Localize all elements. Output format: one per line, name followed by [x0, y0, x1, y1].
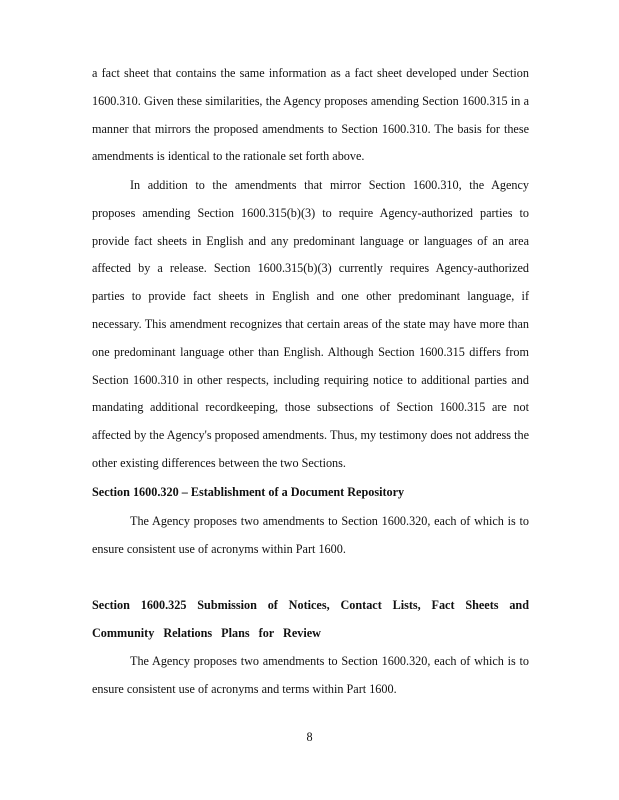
paragraph-1600-320-amendments: The Agency proposes two amendments to Section 1600.320, each of which is to ensure consistent use of acronyms within Part 1600.: [92, 514, 529, 556]
section-heading-1600-320: Section 1600.320 – Establishment of a Document Repository: [92, 485, 405, 499]
paragraph-1600-325-amendments: The Agency proposes two amendments to Section 1600.320, each of which is to ensure consistent use of acronyms and terms within Part 1600.: [92, 654, 529, 696]
page-number: 8: [306, 730, 313, 744]
paragraph-continuation: a fact sheet that contains the same information as a fact sheet developed under Section 1600.310. Given these similarities, the Agency proposes amending Section 1600.315 in a manner that mirrors the proposed amendments to Section 1600.310. The basis for these amendments is identical to the rationale set forth above.: [92, 66, 529, 164]
section-heading-1600-325: Section 1600.325 Submission of Notices, Contact Lists, Fact Sheets and Community Relations Plans for Review: [92, 598, 529, 640]
paragraph-additional-amendments: In addition to the amendments that mirror Section 1600.310, the Agency proposes amending Section 1600.315(b)(3) to require Agency-authorized parties to provide fact sheets in English and any predominant language or languages of an area affected by a release. Section 1600.315(b)(3) currently requires Agency-authorized parties to provide fact sheets in English and one other predominant language, if necessary. This amendment recognizes that certain areas of the state may have more than one predominant language other than English. Although Section 1600.315 differs from Section 1600.310 in other respects, including requiring notice to additional parties and mandating additional recordkeeping, those subsections of Section 1600.315 are not affected by the Agency's proposed amendments. Thus, my testimony does not address the other existing differences between the two Sections.: [92, 178, 529, 470]
